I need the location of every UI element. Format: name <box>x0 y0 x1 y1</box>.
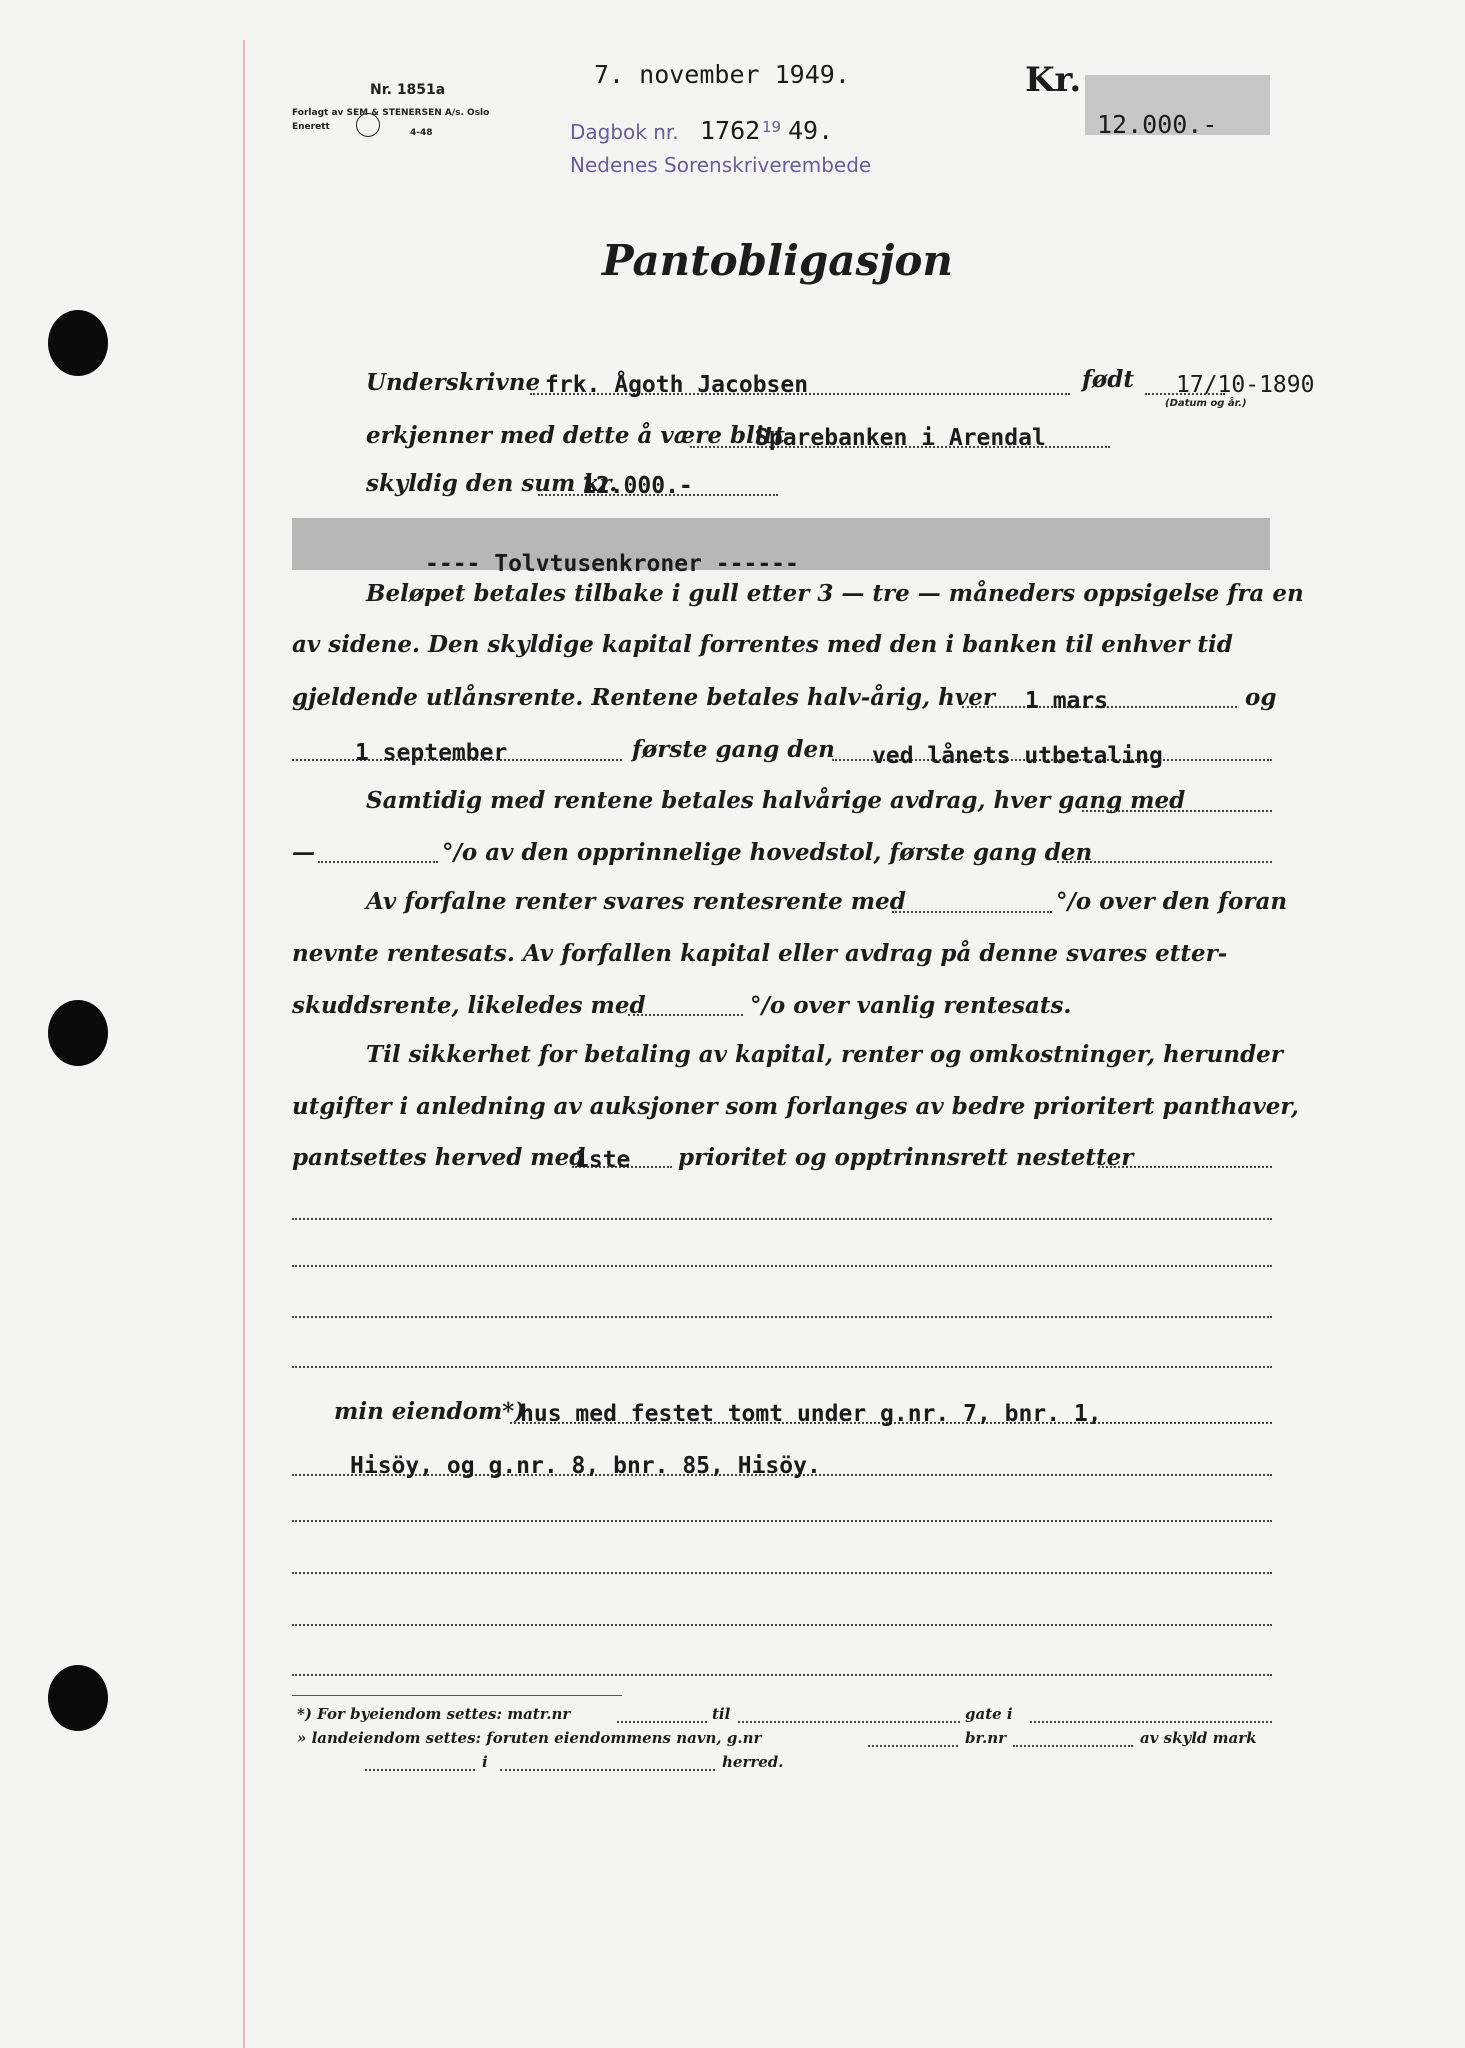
body-line: av sidene. Den skyldige kapital forrentes med den i banken til enhver tid <box>292 631 1233 658</box>
footnote-word: til <box>712 1705 731 1723</box>
fill-line <box>868 1745 958 1747</box>
property-description: Hisöy, og g.nr. 8, bnr. 85, Hisöy. <box>350 1453 821 1479</box>
fill-line <box>617 1721 707 1723</box>
punch-hole <box>48 1665 108 1731</box>
fill-line <box>628 1014 743 1016</box>
fill-line <box>1030 1721 1272 1723</box>
body-line: prioritet og opptrinnsrett nestetter <box>678 1144 1134 1171</box>
footnote-word: br.nr <box>965 1729 1007 1747</box>
body-line: Samtidig med rentene betales halvårige avdrag, hver gang med <box>366 787 1186 814</box>
body-line: Til sikkerhet for betaling av kapital, renter og omkostninger, herunder <box>366 1041 1283 1068</box>
publisher-date: 4-48 <box>410 128 433 138</box>
fill-line <box>318 861 438 863</box>
publisher-line: Forlagt av SEM & STENERSEN A/s. Oslo <box>292 108 490 118</box>
footnote-line: *) For byeiendom settes: matr.nr <box>297 1705 571 1723</box>
body-word: og <box>1245 684 1277 711</box>
body-line: Beløpet betales tilbake i gull etter 3 — tre — måneders oppsigelse fra en <box>366 580 1304 607</box>
body-line: nevnte rentesats. Av forfallen kapital eller avdrag på denne svares etter- <box>292 940 1228 967</box>
footnote-word: herred. <box>722 1753 784 1771</box>
document-title: Pantobligasjon <box>602 236 953 285</box>
registry-office-stamp: Nedenes Sorenskriverembede <box>570 153 872 177</box>
punch-hole <box>48 310 108 376</box>
priority-value: 1ste <box>575 1147 631 1173</box>
header-amount: 12.000.- <box>1097 110 1218 139</box>
footnote-divider <box>292 1695 622 1696</box>
fill-line <box>292 1572 1272 1574</box>
birth-date: 17/10-1890 <box>1176 372 1315 398</box>
publisher-logo <box>356 113 380 137</box>
fill-line <box>1082 810 1272 812</box>
fill-line <box>1013 1745 1133 1747</box>
dagbok-year: 49. <box>788 116 834 145</box>
date-note: (Datum og år.) <box>1165 398 1247 409</box>
form-number: Nr. 1851a <box>370 82 446 98</box>
fill-line <box>738 1721 960 1723</box>
erkjenner-label: erkjenner med dette å være blitt <box>366 422 785 449</box>
debtor-name: frk. Ågoth Jacobsen <box>545 372 809 398</box>
fill-line <box>292 1520 1272 1522</box>
property-description: hus med festet tomt under g.nr. 7, bnr. 1, <box>520 1401 1102 1427</box>
fill-line <box>1098 1166 1272 1168</box>
dagbok-number: 1762 <box>700 116 761 145</box>
fill-line <box>1057 861 1272 863</box>
body-line: gjeldende utlånsrente. Rentene betales halv-årig, hver <box>292 684 995 711</box>
footnote-word: av skyld mark <box>1140 1729 1257 1747</box>
loan-amount: 12.000.- <box>582 473 693 499</box>
fill-line <box>292 1265 1272 1267</box>
body-line: første gang den <box>632 736 835 763</box>
dagbok-year-prefix: 19 <box>762 118 782 136</box>
first-payment: ved lånets utbetaling <box>872 743 1163 769</box>
fill-line <box>292 1366 1272 1368</box>
body-dash: — <box>292 839 315 866</box>
payment-date-2: 1 september <box>355 740 508 766</box>
publisher-copyright: Enerett <box>292 122 330 132</box>
fill-line <box>500 1769 715 1771</box>
fill-line <box>365 1769 475 1771</box>
amount-in-words: ---- Tolvtusenkroner ------ <box>425 551 799 577</box>
eiendom-label: min eiendom*) <box>334 1398 526 1425</box>
body-line: Av forfalne renter svares rentesrente med <box>366 888 906 915</box>
fill-line <box>292 1218 1272 1220</box>
fill-line <box>292 1674 1272 1676</box>
body-line: °/o over vanlig rentesats. <box>750 992 1072 1019</box>
footnote-word: i <box>482 1753 488 1771</box>
margin-rule <box>243 40 245 2048</box>
document-date: 7. november 1949. <box>594 60 850 89</box>
fodt-label: født <box>1082 366 1134 393</box>
body-line: utgifter i anledning av auksjoner som forlanges av bedre prioritert panthaver, <box>292 1093 1299 1120</box>
underskrivne-label: Underskrivne <box>366 369 541 396</box>
body-line: °/o av den opprinnelige hovedstol, første gang den <box>442 839 1093 866</box>
body-line: skuddsrente, likeledes med <box>292 992 646 1019</box>
dagbok-label: Dagbok nr. <box>570 120 679 144</box>
creditor-name: Sparebanken i Arendal <box>755 425 1046 451</box>
payment-date-1: 1 mars <box>1025 688 1109 714</box>
punch-hole <box>48 1000 108 1066</box>
footnote-line: » landeiendom settes: foruten eiendommens navn, g.nr <box>297 1729 762 1747</box>
fill-line <box>292 1316 1272 1318</box>
currency-label: Kr. <box>1025 60 1082 100</box>
body-line: °/o over den foran <box>1056 888 1288 915</box>
body-line: pantsettes herved med <box>292 1144 586 1171</box>
fill-line <box>292 1624 1272 1626</box>
fill-line <box>892 911 1052 913</box>
footnote-word: gate i <box>965 1705 1013 1723</box>
skyldig-label: skyldig den sum kr. <box>366 470 618 497</box>
